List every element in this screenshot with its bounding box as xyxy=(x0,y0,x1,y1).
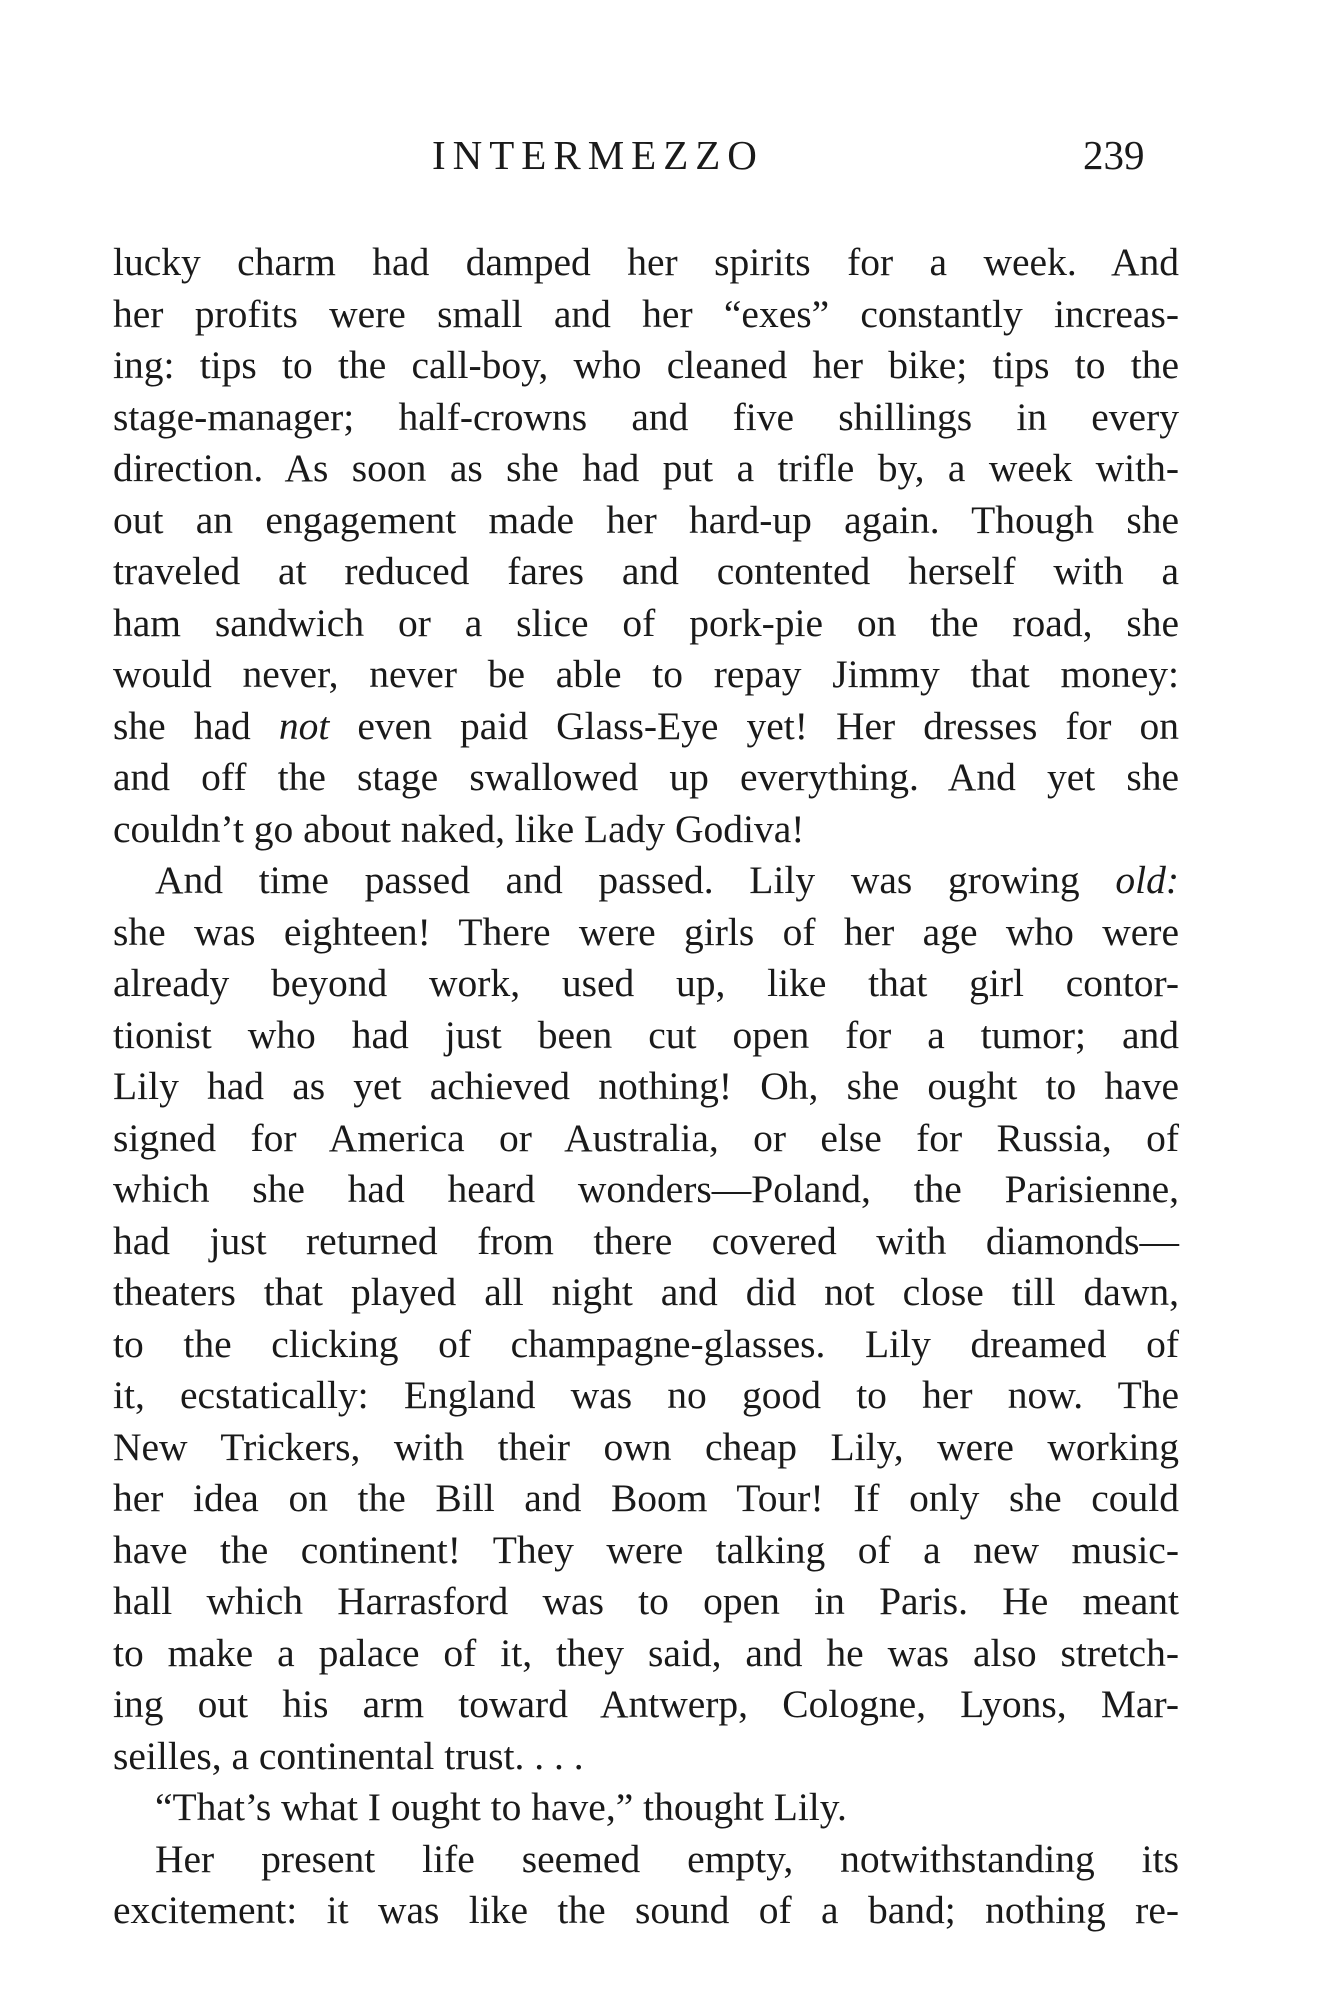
text-line: which she had heard wonders—Poland, the Parisienne, xyxy=(113,1167,1179,1211)
text-line: and off the stage swallowed up everything. And yet she xyxy=(113,755,1179,799)
text-line: would never, never be able to repay Jimmy that money: xyxy=(113,652,1179,696)
text-line: lucky charm had damped her spirits for a week. And xyxy=(113,240,1179,284)
text-line: ham sandwich or a slice of pork-pie on the road, she xyxy=(113,600,1179,645)
text-line: hall which Harrasford was to open in Paris. He meant xyxy=(113,1579,1179,1623)
text-line: had just returned from there covered with diamonds— xyxy=(113,1218,1179,1263)
text-line: out an engagement made her hard-up again. Though she xyxy=(113,497,1179,542)
italic-word: not xyxy=(278,703,330,748)
text-line: stage-manager; half-crowns and five shillings in every xyxy=(113,394,1179,439)
text-line: her profits were small and her “exes” constantly increas- xyxy=(113,291,1179,336)
text-line: excitement: it was like the sound of a band; nothing re- xyxy=(113,1888,1179,1932)
text-line: couldn’t go about naked, like Lady Godiva! xyxy=(113,806,805,851)
text-run: even paid Glass-Eye yet! Her dresses for on xyxy=(329,703,1179,748)
text-line: to make a palace of it, they said, and he was also stretch- xyxy=(113,1630,1179,1675)
text-line: tionist who had just been cut open for a tumor; and xyxy=(113,1012,1179,1057)
text-line: signed for America or Australia, or else for Russia, of xyxy=(113,1115,1179,1160)
text-line: she was eighteen! There were girls of her age who were xyxy=(113,909,1179,954)
text-line: ing out his arm toward Antwerp, Cologne, Lyons, Mar- xyxy=(113,1682,1179,1726)
text-line: to the clicking of champagne-glasses. Lily dreamed of xyxy=(113,1321,1179,1366)
text-line: have the continent! They were talking of a new music- xyxy=(113,1527,1179,1572)
running-header xyxy=(0,130,1317,180)
text-run: And time passed and passed. Lily was growing xyxy=(155,858,1116,902)
text-line: theaters that played all night and did not close till dawn, xyxy=(113,1270,1179,1314)
body-text xyxy=(113,237,1179,1937)
text-line: New Trickers, with their own cheap Lily, were working xyxy=(113,1424,1179,1469)
text-line: seilles, a continental trust. . . . xyxy=(113,1733,584,1778)
text-line: Lily had as yet achieved nothing! Oh, she ought to have xyxy=(113,1064,1179,1108)
text-line: direction. As soon as she had put a trifle by, a week with- xyxy=(113,446,1179,490)
italic-word: old: xyxy=(1115,858,1179,902)
paragraph-first-line: “That’s what I ought to have,” thought Lily. xyxy=(155,1785,847,1829)
text-line: traveled at reduced fares and contented herself with a xyxy=(113,549,1179,593)
text-line: ing: tips to the call-boy, who cleaned her bike; tips to the xyxy=(113,343,1179,387)
text-line xyxy=(113,701,1179,753)
text-line: her idea on the Bill and Boom Tour! If only she could xyxy=(113,1476,1179,1520)
page-number: 239 xyxy=(1083,132,1145,178)
paragraph-first-line: Her present life seemed empty, notwithstanding its xyxy=(155,1836,1179,1881)
text-line: already beyond work, used up, like that girl contor- xyxy=(113,961,1179,1005)
text-line: it, ecstatically: England was no good to her now. The xyxy=(113,1373,1179,1417)
paragraph-first-line xyxy=(113,855,1179,907)
text-run: she had xyxy=(113,703,279,748)
running-title: INTERMEZZO xyxy=(432,132,764,178)
